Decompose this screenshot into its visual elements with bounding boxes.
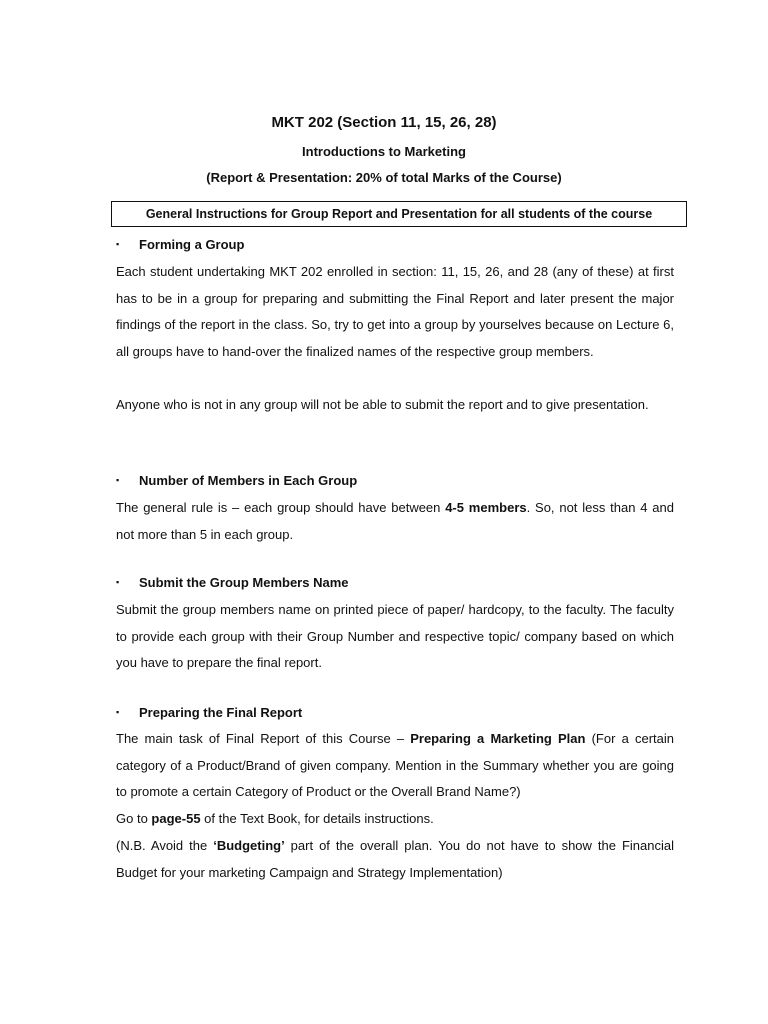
paragraph-members-count	[116, 495, 674, 548]
paragraph-textbook-reference	[116, 806, 674, 833]
bullet-icon: ▪	[116, 475, 120, 485]
bold-text: Preparing a Marketing Plan	[410, 731, 586, 746]
marks-note: (Report & Presentation: 20% of total Marks of the Course)	[206, 170, 562, 185]
text-span: (N.B. Avoid the	[116, 838, 214, 853]
bold-text: ‘Budgeting’	[213, 838, 285, 853]
section-heading-submit-names	[116, 575, 348, 590]
paragraph-submit-names: Submit the group members name on printed piece of paper/ hardcopy, to the faculty. The faculty to provide each group with their Group Number and respective topic/ company based on which you have to prepare the final report.	[116, 602, 674, 671]
bullet-icon: ▪	[116, 577, 120, 587]
section-heading-members-count	[116, 473, 357, 488]
paragraph-budget-note	[116, 833, 674, 886]
bold-text: 4-5 members	[445, 500, 527, 515]
section-heading-final-report	[116, 705, 302, 720]
text-span: Go to	[116, 811, 152, 826]
text-span: . So, not less than 4 and not more than 5 in each group.	[116, 500, 674, 542]
instructions-heading-box: General Instructions for Group Report and Presentation for all students of the course	[111, 201, 687, 227]
bullet-icon: ▪	[116, 239, 120, 249]
text-span: of the Text Book, for details instructions.	[200, 811, 434, 826]
text-span: The general rule is – each group should have between	[116, 500, 446, 515]
text-span: part of the overall plan. You do not have to show the Financial Budget for your marketing Campaign and Strategy Implementation)	[116, 838, 674, 880]
paragraph-final-report-task	[116, 726, 674, 806]
text-span: The main task of Final Report of this Course –	[116, 731, 411, 746]
paragraph-forming-group: Each student undertaking MKT 202 enrolled in section: 11, 15, 26, and 28 (any of these) at first has to be in a group for preparing and submitting the Final Report and later present the major findings of the report in the class. So, try to get into a group by yourselves because on Lecture 6, all groups have to hand-over the finalized names of the respective group members.	[116, 264, 674, 360]
bullet-icon: ▪	[116, 707, 120, 717]
section-heading-text: Forming a Group	[139, 237, 245, 252]
section-heading-text: Number of Members in Each Group	[139, 473, 358, 488]
text-span: (For a certain category of a Product/Brand of given company. Mention in the Summary whether you are going to promote a certain Category of Product or the Overall Brand Name?)	[116, 731, 674, 800]
section-heading-text: Preparing the Final Report	[139, 705, 303, 720]
bold-text: page-55	[151, 811, 201, 826]
paragraph-no-group-warning: Anyone who is not in any group will not be able to submit the report and to give presentation.	[116, 397, 649, 412]
section-heading-forming-group	[116, 237, 244, 252]
course-title: MKT 202 (Section 11, 15, 26, 28)	[271, 114, 497, 131]
course-subtitle: Introductions to Marketing	[302, 144, 466, 159]
section-heading-text: Submit the Group Members Name	[139, 575, 349, 590]
